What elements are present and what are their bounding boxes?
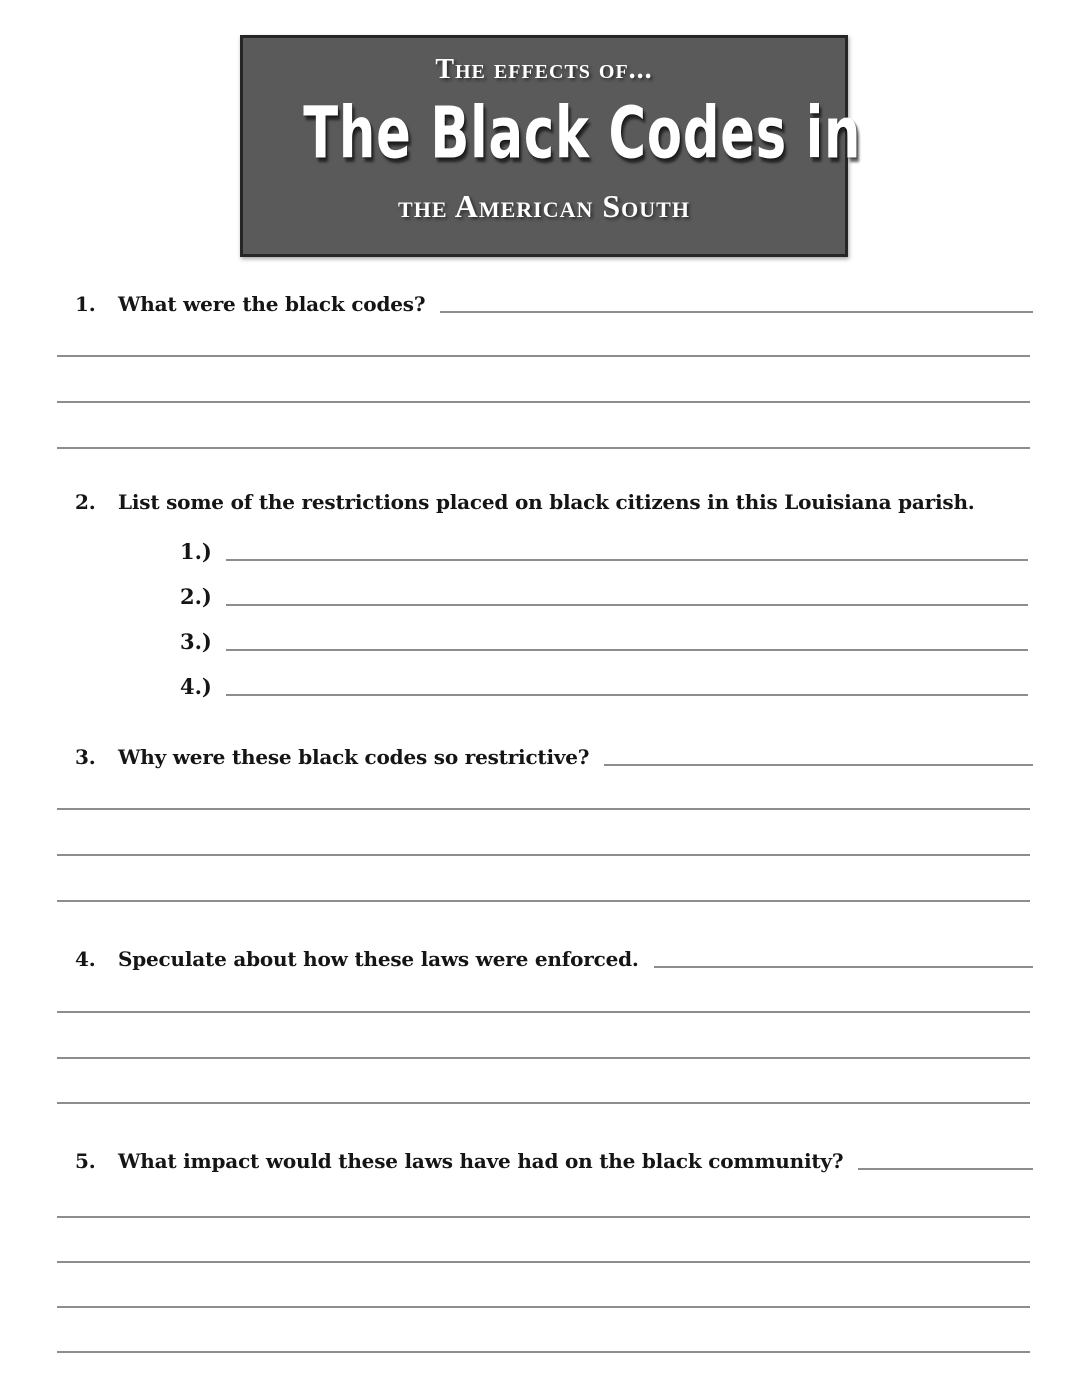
question-3 — [75, 744, 1033, 770]
title-banner — [240, 35, 862, 257]
answer-line — [57, 1261, 1030, 1263]
question-5-text: What impact would these laws have had on the black community? — [118, 1149, 844, 1173]
answer-line — [57, 1102, 1030, 1104]
question-1-answer-line — [440, 291, 1033, 313]
question-4-number: 4. — [75, 947, 96, 971]
question-5 — [75, 1148, 1033, 1174]
question-1-number: 1. — [75, 292, 96, 316]
answer-line — [57, 1216, 1030, 1218]
question-5-number: 5. — [75, 1149, 96, 1173]
question-3-answer-line — [604, 744, 1033, 766]
answer-line — [57, 1351, 1030, 1353]
banner-title: The Black Codes in — [303, 92, 862, 176]
answer-line — [57, 1057, 1030, 1059]
question-1 — [75, 291, 1033, 317]
question-2-text: List some of the restrictions placed on black citizens in this Louisiana parish. — [118, 490, 975, 514]
question-2-item-1-answer-line — [226, 539, 1028, 561]
question-4 — [75, 946, 1033, 972]
answer-line — [57, 1011, 1030, 1013]
question-3-number: 3. — [75, 745, 96, 769]
question-2-item-2 — [180, 584, 1028, 610]
question-2-item-2-answer-line — [226, 584, 1028, 606]
question-3-text: Why were these black codes so restrictive? — [118, 745, 590, 769]
answer-line — [57, 401, 1030, 403]
answer-line — [57, 900, 1030, 902]
question-1-text: What were the black codes? — [118, 292, 426, 316]
answer-line — [57, 447, 1030, 449]
question-2 — [75, 489, 1033, 515]
question-2-item-4-answer-line — [226, 674, 1028, 696]
question-2-item-4-label: 4.) — [180, 674, 212, 699]
answer-line — [57, 854, 1030, 856]
question-2-item-3-answer-line — [226, 629, 1028, 651]
answer-line — [57, 355, 1030, 357]
question-2-item-3 — [180, 629, 1028, 655]
question-2-item-4 — [180, 674, 1028, 700]
banner-subtitle: the American South — [398, 188, 690, 224]
question-4-text: Speculate about how these laws were enforced. — [118, 947, 639, 971]
question-2-item-3-label: 3.) — [180, 629, 212, 654]
question-4-answer-line — [654, 946, 1033, 968]
question-2-item-2-label: 2.) — [180, 584, 212, 609]
question-5-answer-line — [858, 1148, 1033, 1170]
banner-kicker: The effects of... — [435, 54, 653, 85]
answer-line — [57, 1306, 1030, 1308]
answer-line — [57, 808, 1030, 810]
question-2-number: 2. — [75, 490, 96, 514]
question-2-item-1 — [180, 539, 1028, 565]
question-2-item-1-label: 1.) — [180, 539, 212, 564]
